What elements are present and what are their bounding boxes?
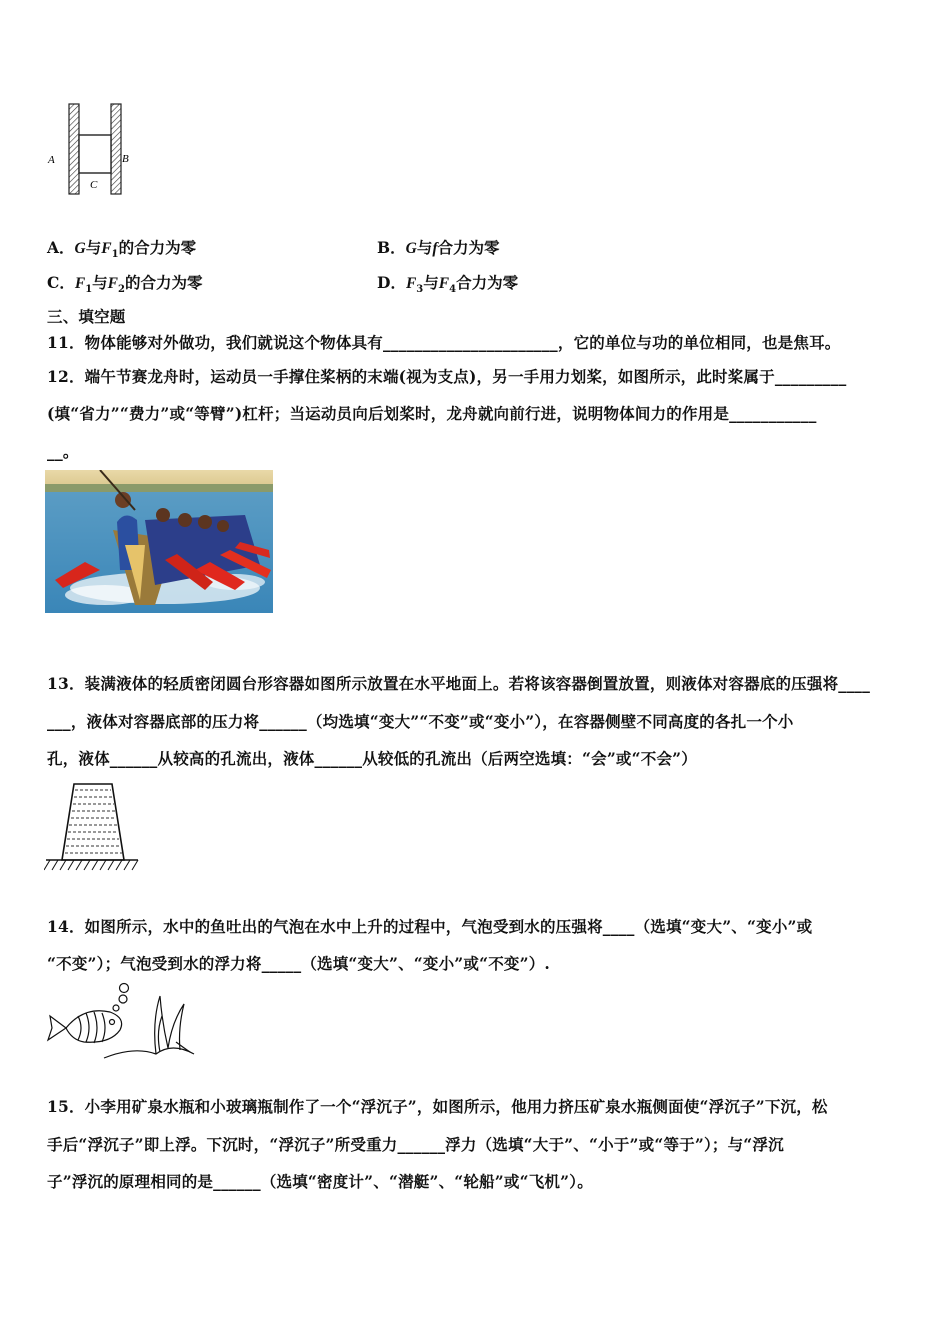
q12-line3: __。: [47, 442, 79, 461]
label-a: A: [48, 154, 55, 166]
container-figure: [44, 778, 140, 876]
option-d: D．$F_3$与$F_4$合力为零: [377, 273, 519, 296]
option-a: A．G与$F_1$的合力为零: [47, 238, 197, 261]
q14-line2: “不变”）；气泡受到水的浮力将_____（选填“变大”、“变小”或“不变”）.: [47, 954, 551, 973]
q13-line2: ___，液体对容器底部的压力将______（均选填“变大”“不变”或“变小”），在容器侧壁不同高度的各扎一个小: [47, 712, 794, 731]
q13-line1: 13．装满液体的轻质密闭圆台形容器如图所示放置在水平地面上。若将该容器倒置放置，则液体对容器底的压强将____: [47, 674, 871, 693]
option-c: C．$F_1$与$F_2$的合力为零: [47, 273, 203, 296]
q11-line1: 11．物体能够对外做功，我们就说这个物体具有______________________，它的单位与功的单位相同，也是焦耳。: [47, 333, 841, 352]
label-c: C: [90, 179, 98, 191]
q12-line2: (填“省力”“费力”或“等臂”)杠杆；当运动员向后划桨时，龙舟就向前行进，说明物体间力的作用是___________: [47, 404, 817, 423]
dragon-boat-photo: [45, 470, 273, 613]
q15-line1: 15．小李用矿泉水瓶和小玻璃瓶制作了一个“浮沉子”，如图所示，他用力挤压矿泉水瓶侧面使“浮沉子”下沉，松: [47, 1097, 828, 1116]
section-title: 三、填空题: [47, 307, 126, 326]
clamp-figure: [44, 100, 140, 200]
q14-line1: 14．如图所示，水中的鱼吐出的气泡在水中上升的过程中，气泡受到水的压强将____（选填“变大”、“变小”或: [47, 917, 813, 936]
option-b: B．G与f合力为零: [377, 238, 500, 257]
fish-figure: [44, 982, 200, 1064]
q15-line3: 子”浮沉的原理相同的是______（选填“密度计”、“潜艇”、“轮船”或“飞机”）。: [47, 1172, 593, 1191]
q12-line1: 12．端午节赛龙舟时，运动员一手撑住桨柄的末端(视为支点)，另一手用力划桨，如图所示，此时桨属于_________: [47, 367, 847, 386]
q13-line3: 孔，液体______从较高的孔流出，液体______从较低的孔流出（后两空选填：“会”或“不会”）: [47, 749, 697, 768]
q15-line2: 手后“浮沉子”即上浮。下沉时，“浮沉子”所受重力______浮力（选填“大于”、“小于”或“等于”）；与“浮沉: [47, 1135, 784, 1154]
label-b: B: [122, 153, 129, 165]
